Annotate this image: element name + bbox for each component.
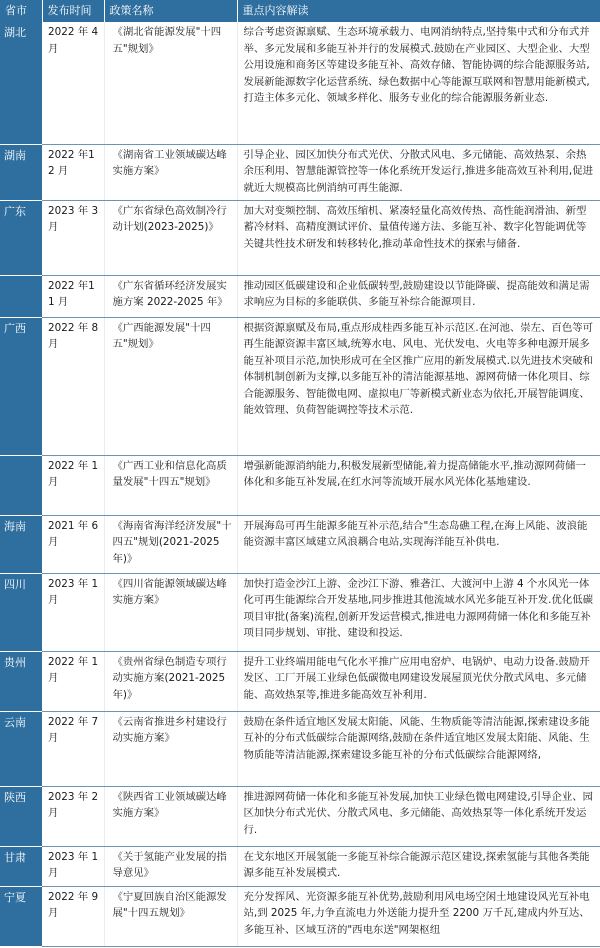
date-cell: 2022 年12 月 (42, 144, 104, 200)
date-cell: 2022 年 9 月 (42, 886, 104, 946)
date-cell: 2022 年11 月 (42, 275, 104, 317)
policy-cell: 《广西能源发展"十四五"规划》 (104, 317, 237, 455)
content-cell: 根据资源禀赋及布局,重点形成桂西多能互补示范区.在河池、崇左、百色等可再生能源资源丰富区域,统筹水电、风电、光伏发电、火电等多种电源开展多能互补项目示范,加快形成可在全区推广应用的新发展模式.以先进技术突破和体制机制创新为支撑,以多能互补的清洁能源基地、源网荷储一体化项目、综合能源服务、智能微电网、虚拟电厂等新模式新业态为依托,开展智能调度、能效管理、负荷智能调控等技术示范. (237, 317, 600, 455)
province-cell: 广东 (0, 200, 42, 275)
content-cell: 推进源网荷储一体化和多能互补发展,加快工业绿色微电网建设,引导企业、园区加快分布式光伏、分散式风电、多元储能、高效热泵等一体化系统开发运行. (237, 786, 600, 846)
date-cell: 2022 年 8 月 (42, 317, 104, 455)
content-cell: 加大对变频控制、高效压缩机、紧凑轻量化高效传热、高性能润滑油、新型蓄冷材料、高精度测试评价、量值传递方法、多能互补、数字化智能调优等关键共性技术研发和转移转化,推动革命性技术的探索与储备. (237, 200, 600, 275)
date-cell: 2023 年 1 月 (42, 573, 104, 651)
province-cell: 海南 (0, 515, 42, 573)
header-policy: 政策名称 (104, 0, 237, 22)
table-row (0, 786, 600, 846)
policy-cell: 《湖北省能源发展"十四五"规划》 (104, 22, 237, 144)
date-cell: 2022 年 1 月 (42, 651, 104, 711)
province-cell: 湖北 (0, 22, 42, 144)
header-date: 发布时间 (42, 0, 104, 22)
content-cell: 鼓励在条件适宜地区发展太阳能、风能、生物质能等清洁能源,探索建设多能互补的分布式低碳综合能源网络,鼓励在条件适宜地区发展太阳能、风能、生物质能等清洁能源,探索建设多能互补的分布式低碳综合能源网络, (237, 711, 600, 786)
date-cell: 2022 年 7 月 (42, 711, 104, 786)
province-cell: 陕西 (0, 786, 42, 846)
table-row (0, 846, 600, 886)
policy-cell: 《广东省循环经济发展实施方案 2022-2025 年》 (104, 275, 237, 317)
province-cell: 云南 (0, 711, 42, 786)
content-cell: 加快打造金沙江上游、金沙江下游、雅砻江、大渡河中上游 4 个水风光一体化可再生能源综合开发基地,同步推进其他流域水风光多能互补开发.优化低碳项目审批(备案)流程,创新开发运营模式,推进电力源网荷储一体化和多能互补项目同步规划、审批、建设和投运. (237, 573, 600, 651)
content-cell: 提升工业终端用能电气化水平推广应用电窑炉、电锅炉、电动力设备.鼓励开发区、工厂开展工业绿色低碳微电网建设发展屋顶光伏分散式风电、多元储能、高效热泵等,推进多能高效互补利用. (237, 651, 600, 711)
date-cell: 2023 年 3 月 (42, 200, 104, 275)
policy-cell: 《陕西省工业领域碳达峰实施方案》 (104, 786, 237, 846)
table-row (0, 886, 600, 946)
table-row (0, 275, 600, 317)
content-cell: 推动园区低碳建设和企业低碳转型,鼓励建设以节能降碳、提高能效和满足需求响应为目标的多能联供、多能互补综合能源项目. (237, 275, 600, 317)
policy-cell: 《海南省海洋经济发展"十四五"规划(2021-2025 年)》 (104, 515, 237, 573)
content-cell: 综合考虑资源禀赋、生态环境承载力、电网消纳特点,坚持集中式和分布式并举、多元发展和多能互补并行的发展模式.鼓励在产业园区、大型企业、大型公用设施和商务区等建设多能互补、高效存储、智能协调的综合能源服务站,发展新能源数字化运营系统、绿色数据中心等能源互联网和智慧用能新模式,打造主体多元化、领域多样化、服务专业化的综合能源服务新业态. (237, 22, 600, 144)
policy-cell: 《广西工业和信息化高质量发展"十四五"规划》 (104, 455, 237, 515)
table-row (0, 317, 600, 455)
table-row (0, 573, 600, 651)
table-row (0, 455, 600, 515)
province-cell (0, 455, 42, 515)
header-province: 省市 (0, 0, 42, 22)
content-cell: 充分发挥风、光资源多能互补优势,鼓励利用风电场空闲土地建设风光互补电站,到 2025 年,力争直流电力外送能力提升至 2200 万千瓦,建成内外互达、多能互补、区域互济的"西电东送"网架枢纽 (237, 886, 600, 946)
content-cell: 引导企业、园区加快分布式光伏、分散式风电、多元储能、高效热泵、余热余压利用、智慧能源管控等一体化系统开发运行,推进多能高效互补利用,促进就近大规模高比例消纳可再生能源. (237, 144, 600, 200)
table-row (0, 711, 600, 786)
policy-cell: 《广东省绿色高效制冷行动计划(2023-2025)》 (104, 200, 237, 275)
province-cell: 宁夏 (0, 886, 42, 946)
date-cell: 2021 年 6 月 (42, 515, 104, 573)
policy-cell: 《四川省能源领域碳达峰实施方案》 (104, 573, 237, 651)
date-cell: 2023 年 1 月 (42, 846, 104, 886)
date-cell: 2022 年 1 月 (42, 455, 104, 515)
province-cell (0, 275, 42, 317)
table-row (0, 144, 600, 200)
table-row (0, 200, 600, 275)
table-row (0, 22, 600, 144)
date-cell: 2023 年 2 月 (42, 786, 104, 846)
province-cell: 四川 (0, 573, 42, 651)
policy-cell: 《贵州省绿色制造专项行动实施方案(2021-2025 年)》 (104, 651, 237, 711)
table-row (0, 651, 600, 711)
province-cell: 湖南 (0, 144, 42, 200)
header-row (0, 0, 600, 22)
policy-cell: 《湖南省工业领域碳达峰实施方案》 (104, 144, 237, 200)
content-cell: 在戈东地区开展氢能一多能互补综合能源示范区建设,探索氢能与其他各类能源多能互补发展模式. (237, 846, 600, 886)
table-row (0, 515, 600, 573)
province-cell: 甘肃 (0, 846, 42, 886)
header-content: 重点内容解读 (237, 0, 600, 22)
policy-cell: 《宁夏回族自治区能源发展"十四五规划》 (104, 886, 237, 946)
policy-cell: 《云南省推进乡村建设行动实施方案》 (104, 711, 237, 786)
content-cell: 开展海岛可再生能源多能互补示范,结合"生态岛礁工程,在海上风能、波浪能能资源丰富区域建立风浪耦合电站,实现海洋能互补供电. (237, 515, 600, 573)
date-cell: 2022 年 4 月 (42, 22, 104, 144)
content-cell: 增强新能源消纳能力,积极发展新型储能,着力提高储能水平,推动源网荷储一体化和多能互补发展,在红水河等流域开展水风光体化基地建设. (237, 455, 600, 515)
province-cell: 贵州 (0, 651, 42, 711)
province-cell: 广西 (0, 317, 42, 455)
policy-cell: 《关于氢能产业发展的指导意见》 (104, 846, 237, 886)
